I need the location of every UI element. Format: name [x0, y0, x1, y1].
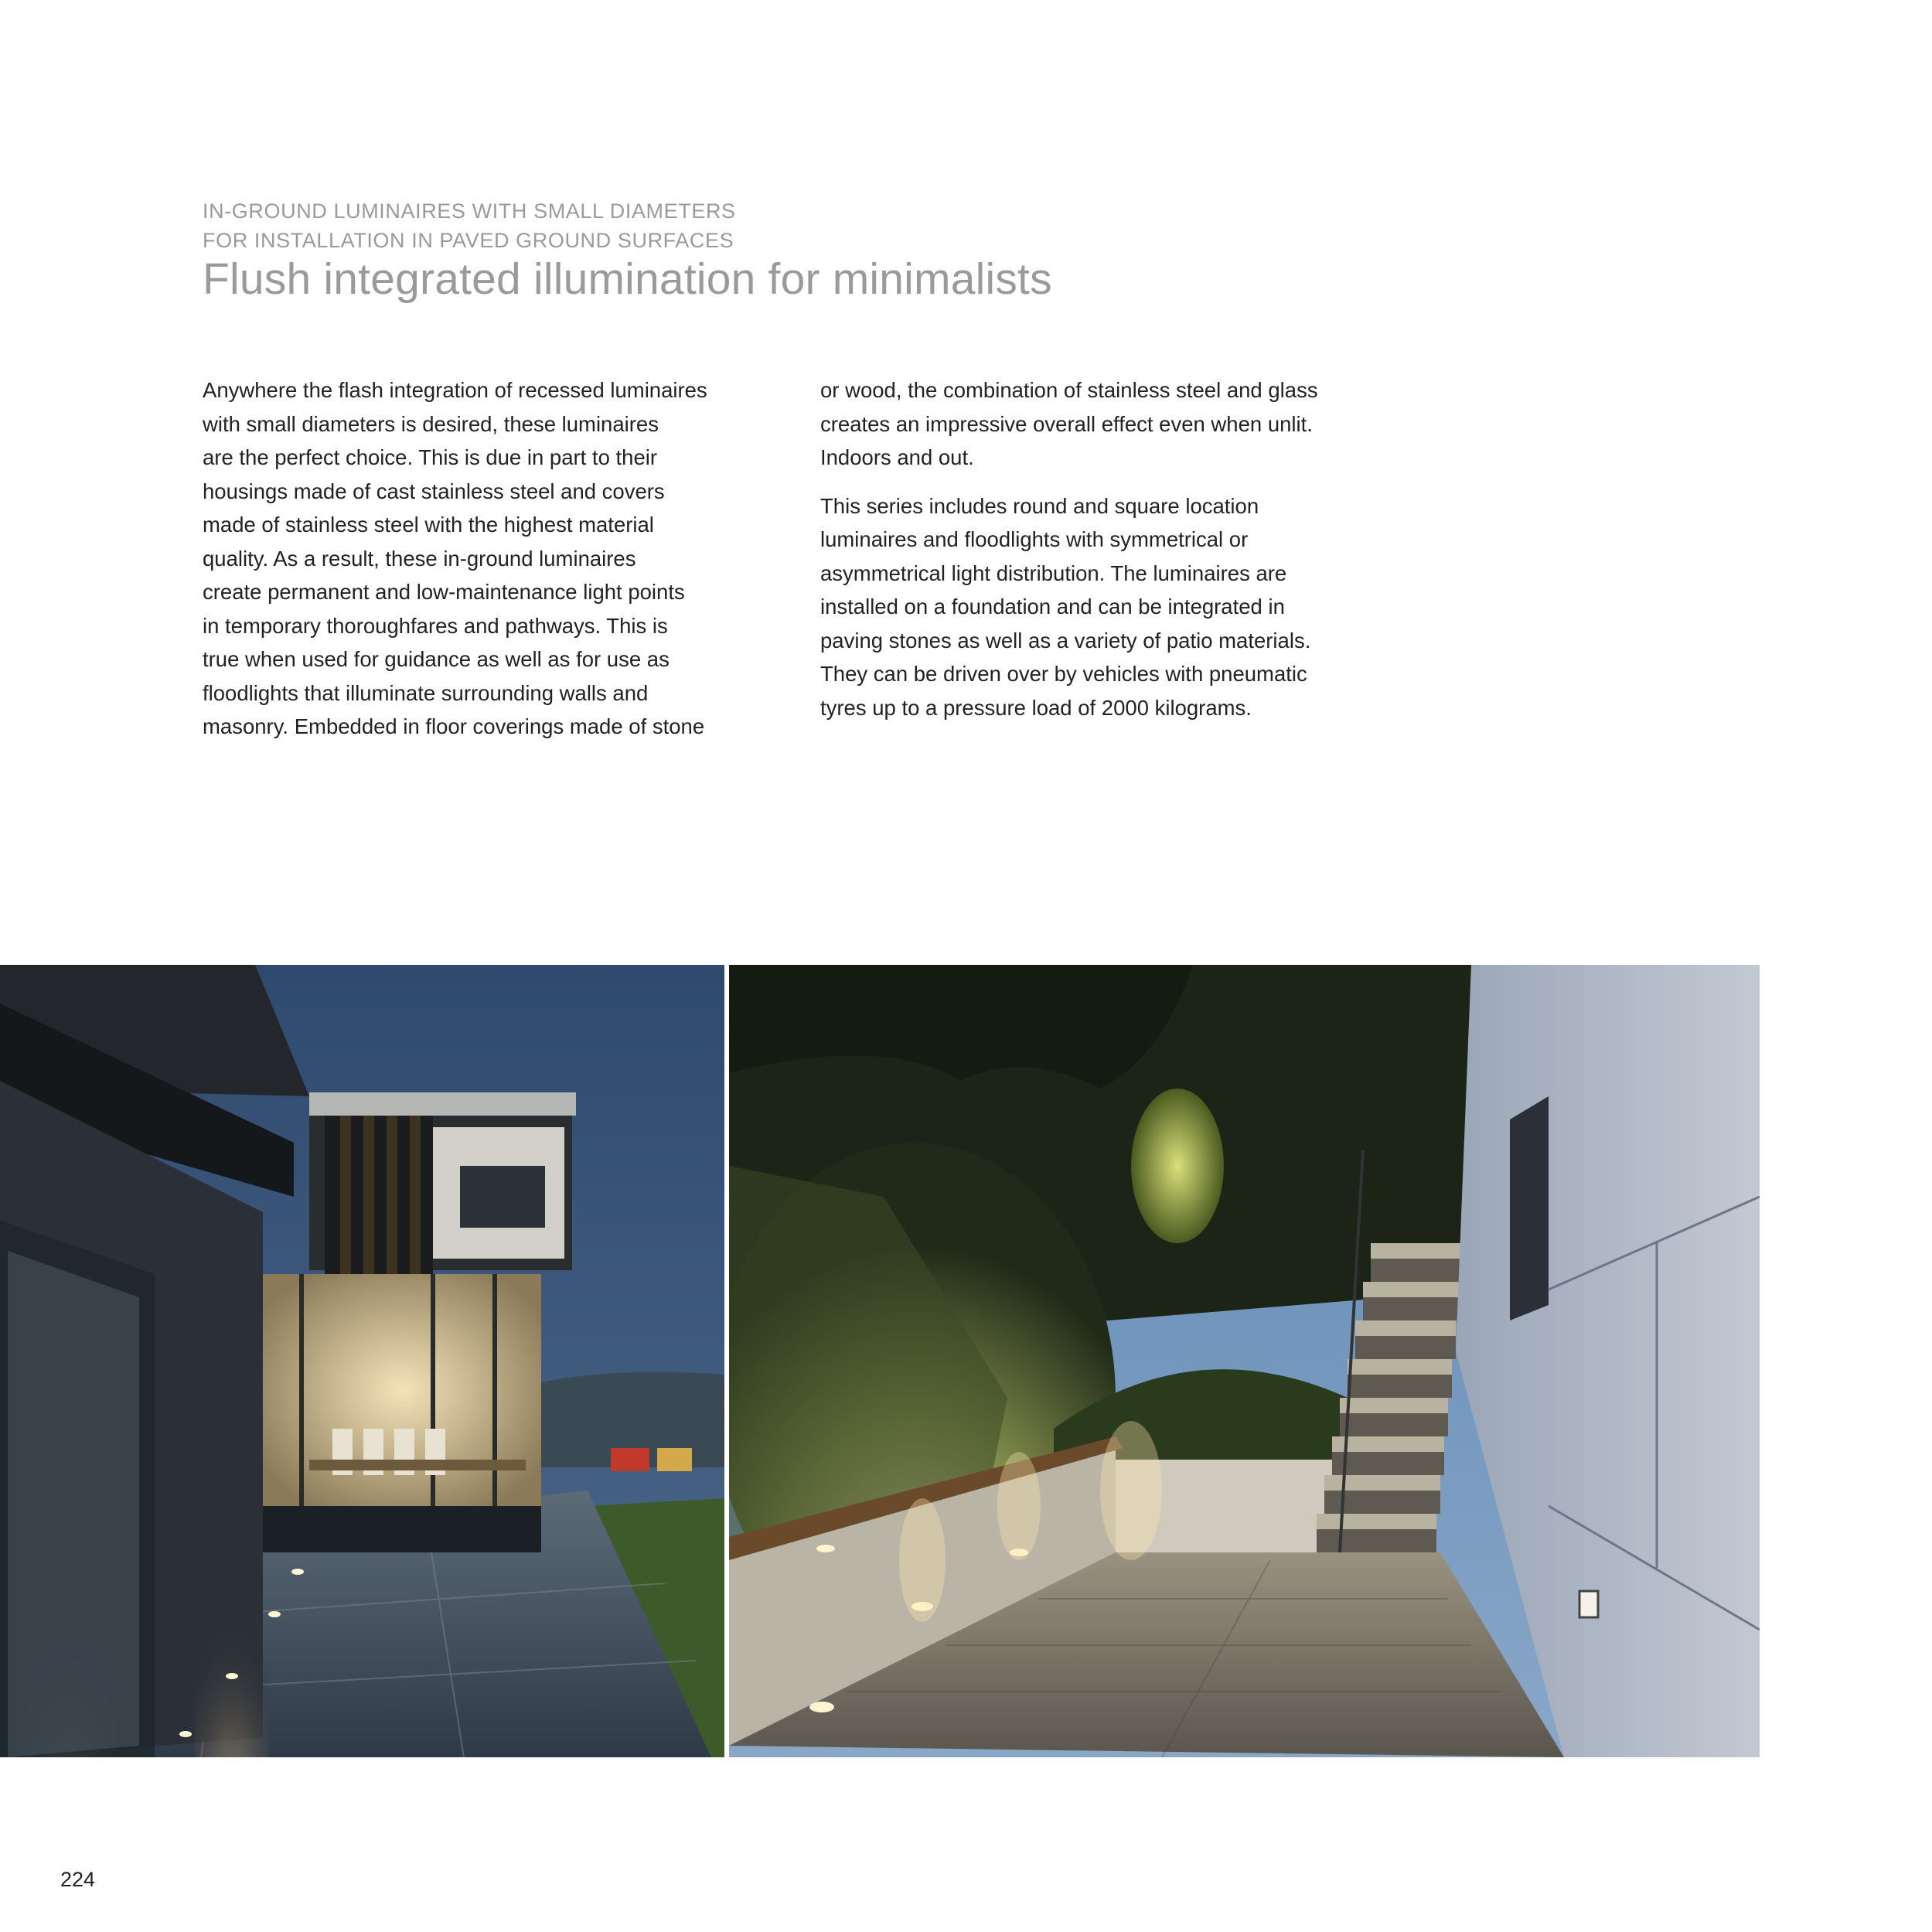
text-line: This series includes round and square location	[820, 493, 1259, 518]
text-line: asymmetrical light distribution. The luminaires are	[820, 561, 1287, 585]
text-line: installed on a foundation and can be integrated in	[820, 595, 1285, 618]
text-line: masonry. Embedded in floor coverings made of stone	[203, 714, 705, 738]
text-line: are the perfect choice. This is due in part to their	[203, 445, 658, 469]
page-title: Flush integrated illumination for minimalists	[203, 254, 1052, 304]
text-line: true when used for guidance as well as for use as	[203, 647, 670, 671]
text-line: luminaires and floodlights with symmetrical or	[820, 527, 1249, 551]
paragraph-1-continued	[820, 373, 1377, 475]
text-line: They can be driven over by vehicles with pneumatic	[820, 662, 1307, 686]
text-line: or wood, the combination of stainless steel and glass	[820, 378, 1318, 402]
text-line: create permanent and low-maintenance light points	[203, 580, 685, 604]
kicker-line-1: IN-GROUND LUMINAIRES WITH SMALL DIAMETERS	[203, 199, 736, 223]
kicker-line-2: FOR INSTALLATION IN PAVED GROUND SURFACES	[203, 229, 734, 252]
section-kicker	[203, 196, 736, 255]
text-line: quality. As a result, these in-ground luminaires	[203, 546, 636, 571]
paragraph-2	[820, 489, 1377, 725]
text-line: in temporary thoroughfares and pathways. This is	[203, 613, 668, 638]
text-line: housings made of cast stainless steel and covers	[203, 479, 665, 503]
text-line: with small diameters is desired, these luminaires	[203, 411, 659, 436]
text-line: paving stones as well as a variety of patio materials.	[820, 628, 1311, 653]
text-line: creates an impressive overall effect even when unlit.	[820, 411, 1313, 436]
text-line: Anywhere the flash integration of recessed luminaires	[203, 378, 707, 402]
paragraph-1	[203, 373, 759, 744]
page-number: 224	[60, 1868, 96, 1891]
text-line: tyres up to a pressure load of 2000 kilograms.	[820, 695, 1252, 720]
body-column-right	[820, 373, 1377, 724]
photo-courtyard-stairs	[729, 965, 1760, 1757]
text-line: made of stainless steel with the highest material	[203, 513, 654, 537]
photo-house-terrace	[0, 965, 724, 1757]
text-line: floodlights that illuminate surrounding walls and	[203, 680, 649, 705]
body-column-left	[203, 373, 759, 744]
text-line: Indoors and out.	[820, 445, 974, 469]
